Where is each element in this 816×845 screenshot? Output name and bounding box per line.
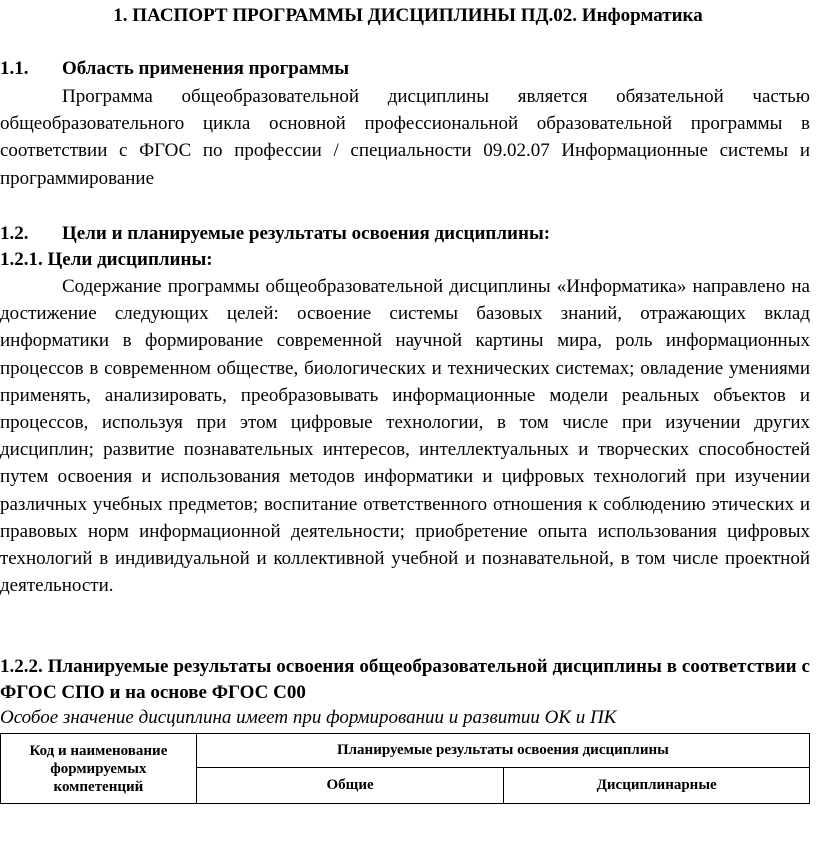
section-1-2-number: 1.2. <box>0 223 29 244</box>
table-header-general: Общие <box>196 768 504 804</box>
section-1-1-text: Программа общеобразовательной дисциплины является обязательной частью общеобразовательного цикла основной профессиональной образовательной программы в соответствии с ФГОС по профессии / специальности 09.02.07 Информационные системы и программирование <box>0 86 810 189</box>
competencies-table <box>0 733 810 804</box>
section-1-2-title: Цели и планируемые результаты освоения дисциплины: <box>62 223 551 244</box>
section-1-1-number: 1.1. <box>0 58 29 79</box>
section-1-1-heading <box>0 57 349 81</box>
section-1-2-2-heading: 1.2.2. Планируемые результаты освоения общеобразовательной дисциплины в соответствии с ФГОС СПО и на основе ФГОС С00 <box>0 656 810 703</box>
section-1-2-1-paragraph <box>0 273 810 599</box>
table-header-disciplinary: Дисциплинарные <box>504 768 810 804</box>
section-1-2-2-note: Особое значение дисциплина имеет при формировании и развитии ОК и ПК <box>0 707 617 728</box>
section-1-1-title: Область применения программы <box>62 58 350 79</box>
section-1-2-heading <box>0 222 550 246</box>
table-header-row <box>1 734 810 768</box>
section-1-2-1-text: Содержание программы общеобразовательной дисциплины «Информатика» направлено на достижение следующих целей: освоение системы базовых знаний, отражающих вклад информатики в формирование современной научной картины мира, роль информационных процессов в современном обществе, биологических и технических системах; овладение умениями применять, анализировать, преобразовывать информационные модели реальных объектов и процессов, используя при этом цифровые технологии, в том числе при изучении других дисциплин; развитие познавательных интересов, интеллектуальных и творческих способностей путем освоения и использования методов информатики и цифровых технологий при изучении различных учебных предметов; воспитание ответственного отношения к соблюдению этических и правовых норм информационной деятельности; приобретение опыта использования цифровых технологий в индивидуальной и коллективной учебной и познавательной, в том числе проектной деятельности. <box>0 276 810 597</box>
section-1-2-1-heading: 1.2.1. Цели дисциплины: <box>0 249 213 270</box>
document-title: 1. ПАСПОРТ ПРОГРАММЫ ДИСЦИПЛИНЫ ПД.02. Информатика <box>113 5 703 26</box>
table-header-competencies: Код и наименование формируемых компетенций <box>1 734 197 804</box>
table-header-results: Планируемые результаты освоения дисциплины <box>196 734 809 768</box>
section-1-1-paragraph <box>0 83 810 192</box>
